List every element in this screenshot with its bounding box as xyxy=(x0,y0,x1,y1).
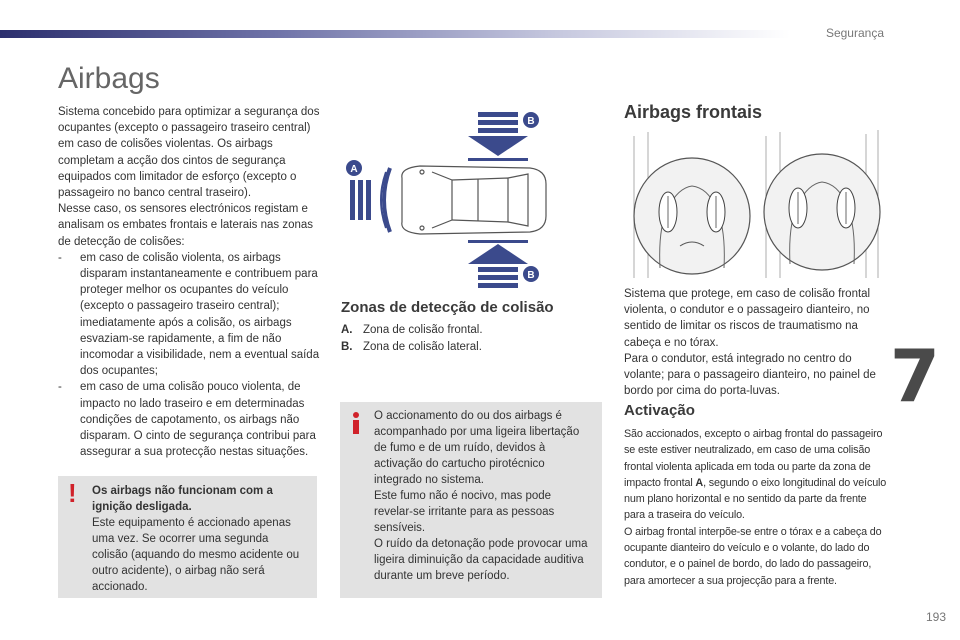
crash-zones-diagram xyxy=(340,108,560,288)
list-item-text: em caso de uma colisão pouco violenta, de impacto no lado traseiro e em determinadas condições de capotamento, os airbags não disparam. O cinto de segurança contribui para assegurar a sua protecção nestas situações. xyxy=(80,381,316,459)
warning-title: Os airbags não funcionam com a ignição desligada. xyxy=(92,485,273,513)
warning-text: Este equipamento é accionado apenas uma vez. Se ocorrer uma segunda colisão (aquando do mesmo acidente ou outro acidente), o airbag não será accionado. xyxy=(92,517,300,593)
side-impact-arrow-top xyxy=(468,112,528,161)
section-name: Segurança xyxy=(825,26,884,40)
info-box xyxy=(340,402,602,598)
page-number: 193 xyxy=(925,610,946,624)
frontal-impact-arc xyxy=(381,168,390,232)
chapter-number: 7 xyxy=(889,334,940,418)
activation-text-part: São accionados, excepto o airbag frontal do passageiro se este estiver neutralizado, em caso de uma colisão frontal violenta aplicada em toda ou parte da zona de impacto frontal xyxy=(624,428,883,489)
activation-text-part: , segundo o eixo longitudinal do veículo num plano horizontal e no sentido da parte da frente para a traseira do veículo. xyxy=(624,476,887,522)
zone-text: Zona de colisão lateral. xyxy=(363,341,482,353)
zone-label: A. xyxy=(341,324,353,336)
frontal-paragraph: Sistema que protege, em caso de colisão frontal violenta, o condutor e o passageiro dianteiro, no sentido de limitar os riscos de traumatismo na cabeça e no tórax. xyxy=(624,288,871,349)
activation-paragraph xyxy=(624,426,890,524)
car-top-view-icon xyxy=(402,166,546,234)
list-item-text: em caso de colisão violenta, os airbags disparam instantaneamente e contribuem para proteger melhor os ocupantes do veículo (excepto o passageiro traseiro central); imediatamente após a colisão, os airbags esvaziam-se rapidamente, a fim de não incomodar a visibilidade, nem a eventual saída dos ocupantes; xyxy=(80,251,320,378)
frontal-description xyxy=(624,286,890,399)
driver-airbag-icon xyxy=(634,158,750,274)
page-title: Airbags xyxy=(58,62,160,95)
info-paragraph: O ruído da detonação pode provocar uma ligeira diminuição da capacidade auditiva durante um breve período. xyxy=(374,538,588,582)
intro-paragraph: Nesse caso, os sensores electrónicos registam e analisam os embates frontais e laterais nas zonas de detecção de colisões: xyxy=(58,203,314,248)
frontal-airbags-heading: Airbags frontais xyxy=(624,102,763,122)
zone-label: B. xyxy=(341,341,353,353)
list-item xyxy=(58,250,320,380)
frontal-airbag-illustration xyxy=(630,128,882,278)
list-item xyxy=(341,322,483,339)
intro-paragraph: Sistema concebido para optimizar a segurança dos ocupantes (excepto o passageiro traseiro central) em caso de colisões violentas. Os airbags completam a acção dos cintos de segurança equipados com limitador de esforço (excepto o passageiro no banco central traseiro). xyxy=(58,106,320,200)
warning-icon: ! xyxy=(68,478,77,508)
header-bar xyxy=(0,30,790,38)
zone-b-label: B xyxy=(527,270,535,281)
zone-a-label: A xyxy=(350,164,358,175)
list-item xyxy=(58,379,320,460)
zone-b-badge-top xyxy=(523,112,539,128)
front-impact-arrow xyxy=(350,180,371,220)
zone-text: Zona de colisão frontal. xyxy=(363,324,483,336)
zone-b-label: B xyxy=(527,116,535,127)
activation-paragraph: O airbag frontal interpõe-se entre o tórax e a cabeça do ocupante dianteiro do veículo e o volante, do lado do condutor, e o painel de bordo, do lado do passageiro, para amortecer a sua projecção para a frente. xyxy=(624,525,882,587)
intro-column xyxy=(58,104,320,460)
info-paragraph: O accionamento do ou dos airbags é acompanhado por uma ligeira libertação de fumo e de um ruído, devidos à activação do cartucho pirotécnico integrado no sistema. xyxy=(374,410,580,486)
bullet-dash: - xyxy=(58,381,62,394)
list-item xyxy=(341,339,483,356)
zone-ref-a: A xyxy=(695,476,704,489)
zone-a-badge xyxy=(346,160,362,176)
warning-box xyxy=(58,476,317,598)
zones-heading: Zonas de detecção de colisão xyxy=(341,299,554,316)
zones-list xyxy=(341,322,483,356)
passenger-airbag-icon xyxy=(764,154,880,270)
activation-text xyxy=(624,426,890,589)
side-impact-arrow-bottom xyxy=(468,240,528,288)
bullet-dash: - xyxy=(58,251,62,264)
frontal-paragraph: Para o condutor, está integrado no centro do volante; para o passageiro dianteiro, no painel de bordo por cima do porta-luvas. xyxy=(624,352,876,398)
info-paragraph: Este fumo não é nocivo, mas pode revelar-se irritante para as pessoas sensíveis. xyxy=(374,490,555,534)
activation-heading: Activação xyxy=(624,402,695,419)
zone-b-badge-bottom xyxy=(523,266,539,282)
info-icon xyxy=(352,412,360,434)
